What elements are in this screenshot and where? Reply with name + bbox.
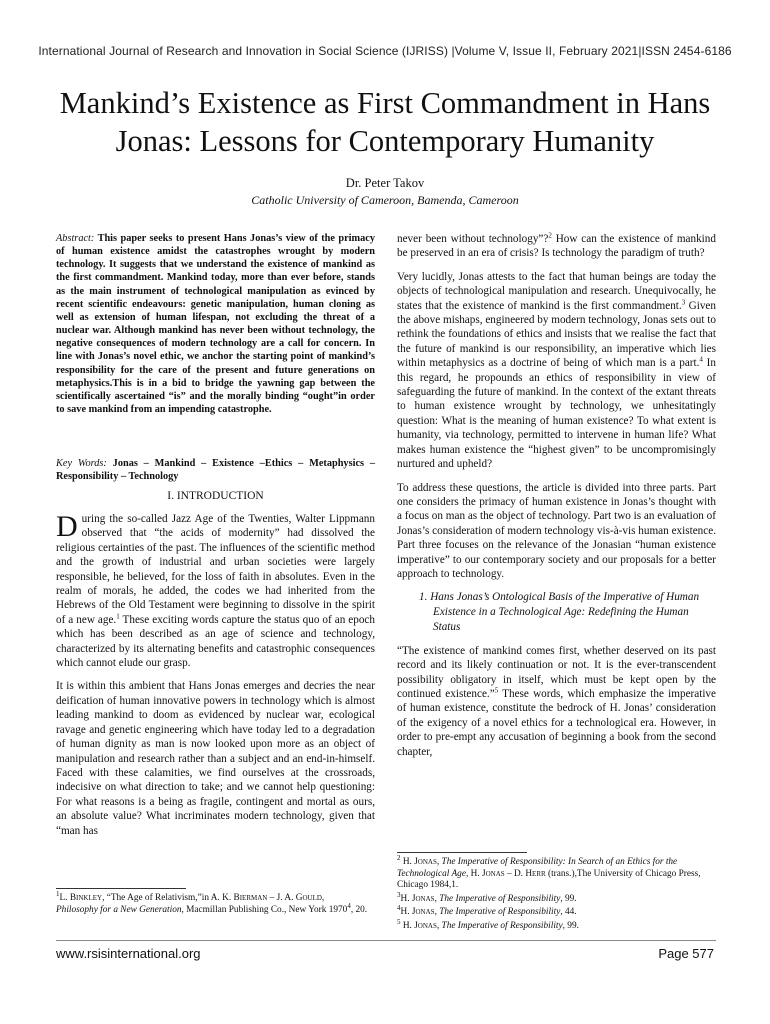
drop-cap: D [56, 510, 78, 543]
footnote-number: 1 [56, 889, 60, 898]
right-p4-tail: These words, which emphasize the imperative of human existence, constitute the bedrock of H. Jonas’ consideration of the exigency of a novel ethics for a technological era. However, in order to pre-empt any accusation of beginning a book from the second chapter, [397, 687, 716, 758]
footnote-1 [56, 889, 375, 916]
footnotes-left [56, 889, 375, 918]
right-paragraph-2 [397, 270, 716, 472]
intro-left-column [56, 512, 375, 847]
footer-divider [56, 940, 716, 941]
footer-page-number: Page 577 [658, 946, 714, 961]
footnote-ref-5[interactable]: 5 [494, 686, 499, 695]
footnote-book-title: , The Imperative of Responsibility: In Search of an Ethics for the Technological Age, [397, 857, 678, 879]
footnote-edition: 4 [347, 901, 351, 910]
abstract-text: This paper seeks to present Hans Jonas’s view of the primacy of human existence amidst the catastrophes wrought by modern technology. It suggests that we understand the existence of mankind as the first commandment. Mankind today, more than ever before, stands as the main instrument of technological manipulation as evinced by recent scientific endeavours: genetic manipulation, human cloning as well as extension of human lifespan, not excluding the threat of a nuclear war. Although mankind has never been without technology, the negative consequences of modern technology are a call for concern. In line with Jonas’s novel ethic, we anchor the starting point of mankind’s responsibility for the care of the present and future generations on metaphysics.This is in a bid to bridge the yawning gap between the scientifically ascertained “is” and the morally binding “ought”in order to save mankind from an impending catastrophe. [56, 233, 375, 416]
footnote-ref-1[interactable]: 1 [116, 612, 120, 621]
right-p2-text: In this regard, he propounds an ethics of responsibility in view of safeguarding the future of mankind. In the context of the extant threats to human existence wrought by technology, we unhesitatingly question: What is the meaning of human existence? To what extent is humanity, via technology, permitted to intervene in human life? What makes human existence the “highest given” to be uncompromisingly nurtured and upheld? [397, 357, 716, 471]
footnote-author: Jonas [481, 868, 505, 879]
footnote-text: H. [400, 907, 412, 918]
right-p1-text: never been without technology”? [397, 233, 549, 245]
footnote-text: , [434, 907, 440, 918]
abstract-label: Abstract: [56, 233, 95, 244]
footnote-text: – D. [504, 868, 526, 879]
footnote-author: Jonas [414, 920, 437, 931]
keywords-label: Key Words: [56, 458, 107, 469]
footnote-page: , 99. [562, 920, 579, 931]
right-p2-text: Very lucidly, Jonas attests to the fact that human beings are today the objects of technological manipulation and research. Unequivocally, he states that the existence of mankind is the first commandment. [397, 270, 716, 312]
footnote-author: Jonas [411, 907, 435, 918]
footnote-3 [397, 890, 716, 906]
footnote-4 [397, 904, 716, 919]
keywords-text: Jonas – Mankind – Existence –Ethics – Metaphysics – Responsibility – Technology [56, 458, 375, 483]
footnote-text: H. [400, 857, 415, 867]
footnote-translator: Herr [525, 868, 546, 879]
right-p2-text: Given the above mishaps, engineered by modern technology, Jonas sets out to rethink the foundations of ethics and insists that we realise the fact that the future of mankind is our responsibility, an imperative which lies within metaphysics as a doctrine of being of which man is a part. [397, 299, 716, 370]
right-paragraph-3: To address these questions, the article is divided into three parts. Part one considers the primacy of human existence in Jonas’s thought with a focus on man as the object of technology. Part two is an evaluation of Jonas’s consideration of modern technology vis-à-vis human existence. Part three focuses on the relevance of the Jonasian “human existence imperative” to our contemporary society and our proposals for a better approach to technology. [397, 481, 716, 580]
right-column [397, 232, 716, 768]
footnote-publisher: Macmillan Publishing Co., New York 1970 [183, 904, 348, 915]
footnote-text: H. [400, 920, 415, 931]
right-paragraph-1 [397, 232, 716, 261]
footnote-book-title: The Imperative of Responsibility [441, 920, 563, 931]
subsection-heading: 1. Hans Jonas’s Ontological Basis of the Imperative of Human Existence in a Technological Age: Redefining the Human Status [419, 591, 700, 633]
author-name: Dr. Peter Takov [345, 176, 425, 190]
right-paragraph-4 [397, 644, 716, 759]
footnote-2 [397, 853, 716, 892]
author-affiliation: Catholic University of Cameroon, Bamenda, Cameroon [251, 193, 519, 207]
intro-p1-tail: These exciting words capture the status quo of an epoch which has been described as an age of science and technology, characterized by its alternating benefits and catastrophic consequences which cannot elude our grasp. [56, 613, 375, 670]
footnote-author: Jonas [411, 893, 435, 904]
footnote-editor: Bierman [233, 893, 268, 903]
footnote-text: (trans.),The University of Chicago Press, Chicago 1984,1. [397, 868, 701, 891]
footnote-text: , [436, 920, 442, 931]
intro-paragraph-1 [56, 512, 375, 670]
footnote-text: H. [468, 868, 482, 879]
keywords [56, 457, 375, 483]
footnote-5 [397, 917, 716, 933]
footnote-divider [397, 852, 527, 853]
footnote-text: H. [400, 893, 412, 904]
abstract [56, 232, 375, 416]
section-heading: I. INTRODUCTION [167, 490, 264, 502]
footnotes-right [397, 853, 716, 935]
paper-title: Mankind’s Existence as First Commandment in Hans Jonas: Lessons for Contemporary Humanity [59, 86, 711, 158]
intro-p1-text: uring the so-called Jazz Age of the Twenties, Walter Lippmann observed that “the acids of modernity” had dissolved the religious certainties of the past. The influences of the scientific method and the growth of industrial and urban societies were largely responsible, he believed, for the loss of faith in absolutes. Even in the realm of morals, he added, the codes we had inherited from the Hebrews of the Old Testament were beginning to dissolve in the spirit of a new age. [56, 513, 375, 626]
footnote-page: , 99. [560, 893, 577, 904]
footnote-comma: , [321, 893, 325, 903]
footnote-page: , 20. [350, 904, 368, 915]
footnote-text: , “The Age of Relativism,”in A. K. [102, 893, 234, 903]
journal-header: International Journal of Research and Innovation in Social Science (IJRISS) |Volume V, Issue II, February 2021|ISSN 2454-6186 [38, 44, 732, 58]
footer-website-link[interactable]: www.rsisinternational.org [56, 946, 201, 961]
footnote-separator: – J. A. [267, 893, 296, 903]
footnote-number: 5 [397, 917, 401, 926]
footnote-number: 4 [397, 904, 401, 913]
footnote-text: , [434, 893, 440, 904]
footnote-ref-2[interactable]: 2 [548, 231, 552, 240]
footnote-author: Jonas [414, 857, 437, 867]
right-p4-text: “The existence of mankind comes first, whether deserved on its past record and its likely continuation or not. It is the ever-transcendent possibility obligatory in itself, which must be kept open by the continued existence.” [397, 644, 716, 700]
footnote-divider [56, 888, 186, 889]
footnote-book-title: The Imperative of Responsibility [439, 893, 561, 904]
footnote-number: 2 [397, 853, 401, 862]
footnote-author: L. Binkley [59, 893, 103, 903]
footnote-book-title: The Imperative of Responsibility [439, 907, 561, 918]
right-p1-tail: How can the existence of mankind be preserved in an era of crisis? Is technology the paradigm of truth? [397, 233, 716, 260]
footnote-ref-3[interactable]: 3 [681, 297, 686, 306]
footnote-number: 3 [397, 890, 401, 899]
footnote-page: , 44. [560, 907, 577, 918]
footnote-book-title: Philosophy for a New Generation, [56, 904, 184, 915]
footnote-editor: Gould [295, 893, 322, 903]
intro-paragraph-2: It is within this ambient that Hans Jonas emerges and decries the near deification of human innovative powers in technology which is almost leading mankind to doom as evidenced by nuclear war, ecological ravage and genetic engineering which have today led to a degradation of human dignity as man is now looked upon more as an object of manipulation and research rather than a subject and an end-in-himself. Faced with these calamities, we find ourselves at the crossroads, indecisive on what direction to take; and we cannot help questioning: For what reasons is a being as fragile, contingent and mortal as ours, an absolute value? What incriminates modern technology, given that “man has [56, 680, 375, 837]
footnote-ref-4[interactable]: 4 [699, 355, 703, 364]
